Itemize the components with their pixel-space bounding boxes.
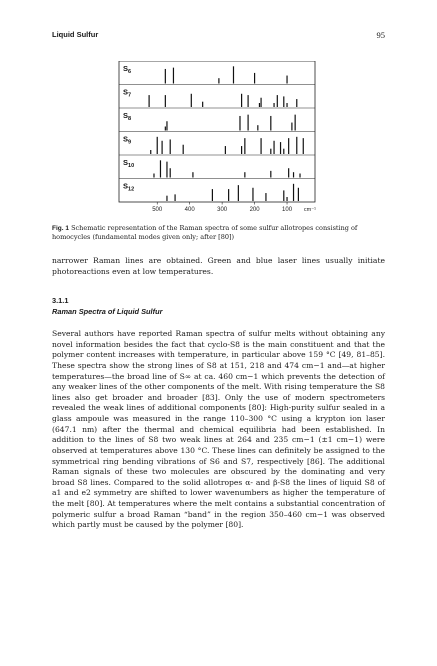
allotrope-subscript: 7 (128, 92, 132, 99)
page-number: 95 (376, 30, 385, 40)
allotrope-label: $S_7$ (123, 87, 132, 99)
figure-raman-spectra (117, 61, 327, 221)
caption-text: Schematic representation of the Raman spectra of some sulfur allotropes consisting of homocycles (fundamental modes given only; after [80]) (52, 224, 358, 241)
running-title: Liquid Sulfur (52, 30, 99, 39)
axis-tick-label: 200 (249, 207, 260, 213)
figure-caption (52, 224, 385, 242)
allotrope-subscript: 8 (128, 116, 132, 122)
allotrope-label: $S_6$ (123, 64, 132, 75)
allotrope-subscript: 10 (128, 163, 135, 169)
allotrope-label: $S_{12}$ (123, 181, 135, 193)
axis-tick-label: 100 (282, 207, 293, 213)
allotrope-label: $S_9$ (123, 134, 132, 146)
body-paragraph (52, 329, 385, 531)
running-head (52, 30, 385, 42)
section-number: 3.1.1 (52, 296, 69, 305)
section-title: Raman Spectra of Liquid Sulfur (52, 307, 163, 316)
allotrope-subscript: 9 (128, 139, 132, 146)
allotrope-label: $S_{10}$ (123, 158, 135, 169)
allotrope-subscript: 12 (128, 186, 135, 193)
caption-label: Fig. 1 (52, 225, 69, 232)
allotrope-subscript: 6 (128, 69, 132, 75)
axis-unit: cm⁻¹ (303, 207, 316, 213)
raman-spectra-diagram (117, 61, 327, 221)
body-text: Several authors have reported Raman spectra of sulfur melts without obtaining any novel information besides the fact that cyclo-S8 is the main constituent and that the polymer content increases with temperature, in particular above 159 °C [49, 81–85]. These spectra show the strong lines of S8 at 151, 218 and 474 cm−1 and—at higher temperatures—the broad line of S∞ at ca. 460 cm−1 which prevents the detection of any weaker lines of the other components of the melt. With rising temperature the S8 lines also get broader and broader [83]. Only the use of modern spectrometers revealed the weak lines of additional components [80]: High-purity sulfur sealed in a glass ampoule was measured in the range 110–300 °C using a krypton ion laser (647.1 nm) after the thermal and chemical equilibria had been established. In addition to the lines of S8 two weak lines at 264 and 235 cm−1 (±1 cm−1) were observed at temperatures above 130 °C. These lines can definitely be assigned to the symmetrical ring bending vibrations of S6 and S7, respectively [86]. The additional Raman signals of these two molecules are obscured by the dominating and very broad S8 lines. Compared to the solid allotropes α- and β-S8 the lines of liquid S8 of a1 and e2 symmetry are shifted to lower wavenumbers as higher the temperature of the melt [80]. At temperatures where the melt contains a substantial concentration of polymeric sulfur a broad Raman “band” in the region 350–460 cm−1 was observed which partly must be caused by the polymer [80]. (52, 329, 385, 530)
axis-tick-label: 300 (217, 207, 228, 213)
intro-paragraph: narrower Raman lines are obtained. Green and blue laser lines usually initiate photoreactions even at low temperatures. (52, 256, 385, 276)
axis-tick-label: 400 (184, 207, 195, 213)
allotrope-label: $S_8$ (123, 111, 132, 122)
axis-tick-label: 500 (152, 207, 163, 213)
